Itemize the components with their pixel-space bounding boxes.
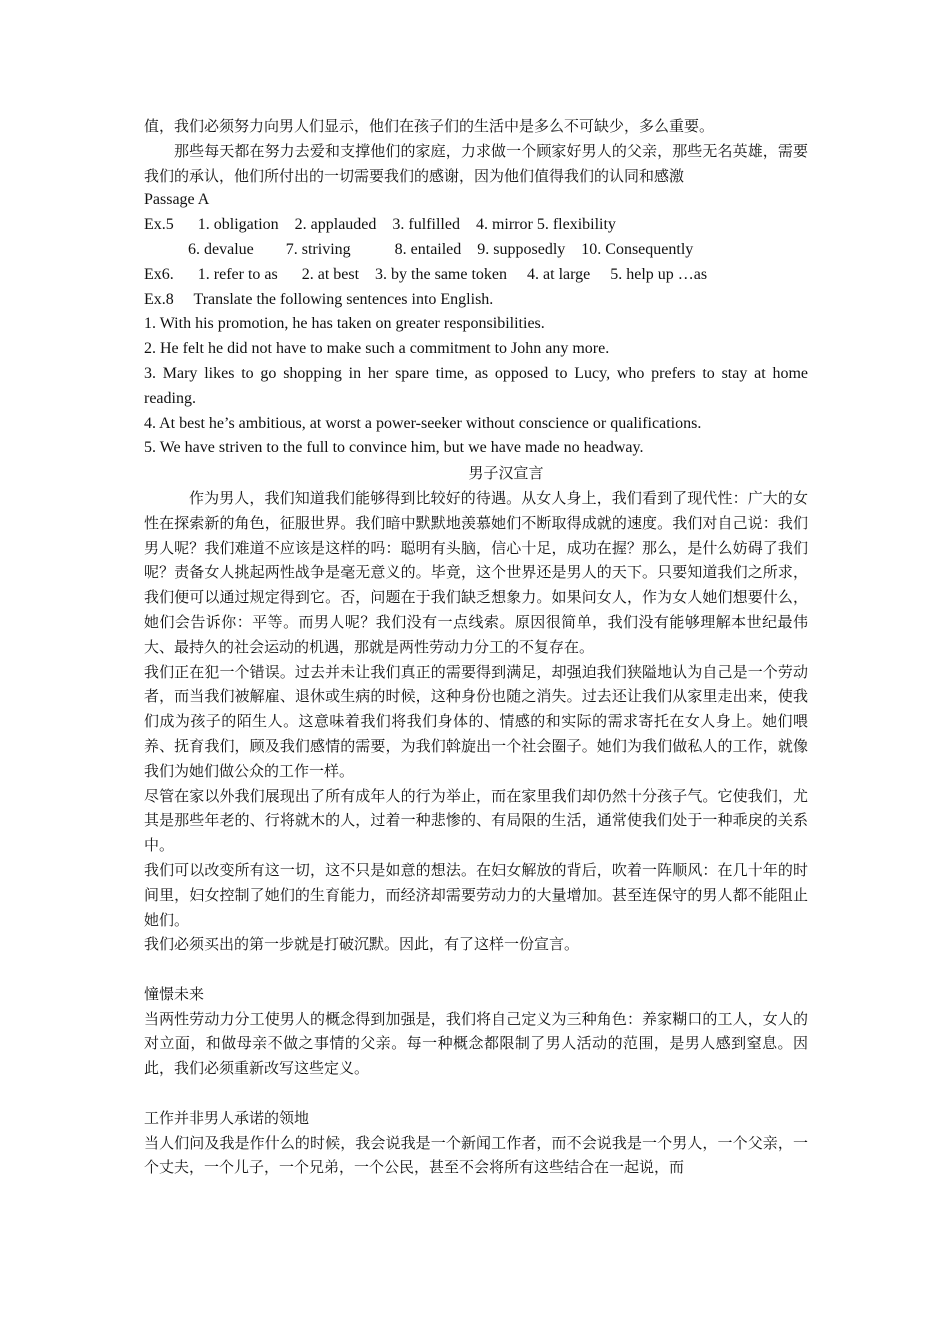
manifesto-paragraph-1: 作为男人，我们知道我们能够得到比较好的待遇。从女人身上，我们看到了现代性：广大的女性在探索新的角色，征服世界。我们暗中默默地羡慕她们不断取得成就的速度。我们对自己说：我们男人呢？我们难道不应该是这样的吗：聪明有头脑，信心十足，成功在握？那么，是什么妨碍了我们呢？责备女人挑起两性战争是毫无意义的。毕竟，这个世界还是男人的天下。只要知道我们之所求，我们便可以通过规定得到它。否，问题在于我们缺乏想象力。如果问女人，作为女人她们想要什么，她们会告诉你：平等。而男人呢？我们没有一点线索。原因很简单，我们没有能够理解本世纪最伟大、最持久的社会运动的机遇，那就是两性劳动力分工的不复存在。 <box>144 488 808 656</box>
manifesto-title: 男子汉宣言 <box>468 464 544 483</box>
manifesto-paragraph-2: 我们正在犯一个错误。过去并未让我们真正的需要得到满足，却强迫我们狭隘地认为自己是一个劳动者，而当我们被解雇、退休或生病的时候，这种身份也随之消失。过去还让我们从家里走出来，使我们成为孩子的陌生人。这意味着我们将我们身体的、情感的和实际的需求寄托在女人身上。她们喂养、抚育我们，顾及我们感情的需要，为我们斡旋出一个社会圈子。她们为我们做私人的工作，就像我们为她们做公众的工作一样。 <box>144 662 808 780</box>
work-heading: 工作并非男人承诺的领地 <box>144 1108 310 1127</box>
translation-sentence-3: 3. Mary likes to go shopping in her spare time, as opposed to Lucy, who prefers to stay at home reading. <box>144 364 808 407</box>
manifesto-paragraph-5: 我们必须买出的第一步就是打破沉默。因此，有了这样一份宣言。 <box>144 935 580 954</box>
work-paragraph: 当人们问及我是作什么的时候，我会说我是一个新闻工作者，而不会说我是一个男人，一个父亲，一个丈夫，一个儿子，一个兄弟，一个公民，甚至不会将所有这些结合在一起说，而 <box>144 1133 808 1177</box>
spacer <box>144 1081 808 1106</box>
translation-sentence-1: 1. With his promotion, he has taken on greater responsibilities. <box>144 315 545 333</box>
spacer <box>144 957 808 982</box>
ex5-answers-line-1: Ex.5 1. obligation 2. applauded 3. fulfilled 4. mirror 5. flexibility <box>144 216 616 234</box>
translation-sentence-2: 2. He felt he did not have to make such a commitment to John any more. <box>144 340 610 358</box>
translation-sentence-4: 4. At best he’s ambitious, at worst a power-seeker without conscience or qualifications. <box>144 414 702 432</box>
passage-label: Passage A <box>144 191 210 209</box>
future-paragraph: 当两性劳动力分工使男人的概念得到加强是，我们将自己定义为三种角色：养家糊口的工人，女人的对立面，和做母亲不做之事情的父亲。每一种概念都限制了男人活动的范围，是男人感到窒息。因此，我们必须重新改写这些定义。 <box>144 1009 808 1078</box>
translation-sentence-5: 5. We have striven to the full to convince him, but we have made no headway. <box>144 439 644 457</box>
future-heading: 憧憬未来 <box>144 984 205 1003</box>
manifesto-paragraph-3: 尽管在家以外我们展现出了所有成年人的行为举止，而在家里我们却仍然十分孩子气。它使我们，尤其是那些年老的、行将就木的人，过着一种悲惨的、有局限的生活，通常使我们处于一种乖戾的关系中。 <box>144 786 808 855</box>
ex8-instruction: Ex.8 Translate the following sentences into English. <box>144 290 494 308</box>
closing-paragraph-fragment: 值，我们必须努力向男人们显示，他们在孩子们的生活中是多么不可缺少，多么重要。 <box>144 117 715 135</box>
manifesto-paragraph-4: 我们可以改变所有这一切，这不只是如意的想法。在妇女解放的背后，吹着一阵顺风：在几十年的时间里，妇女控制了她们的生育能力，而经济却需要劳动力的大量增加。甚至连保守的男人都不能阻止她们。 <box>144 860 808 929</box>
ex5-answers-line-2: 6. devalue 7. striving 8. entailed 9. supposedly 10. Consequently <box>144 240 694 258</box>
ex6-answers: Ex6. 1. refer to as 2. at best 3. by the same token 4. at large 5. help up …as <box>144 265 708 283</box>
unsung-heroes-paragraph: 那些每天都在努力去爱和支撑他们的家庭，力求做一个顾家好男人的父亲，那些无名英雄，需要我们的承认，他们所付出的一切需要我们的感谢，因为他们值得我们的认同和感激 <box>144 141 808 185</box>
document-body <box>144 114 808 1180</box>
